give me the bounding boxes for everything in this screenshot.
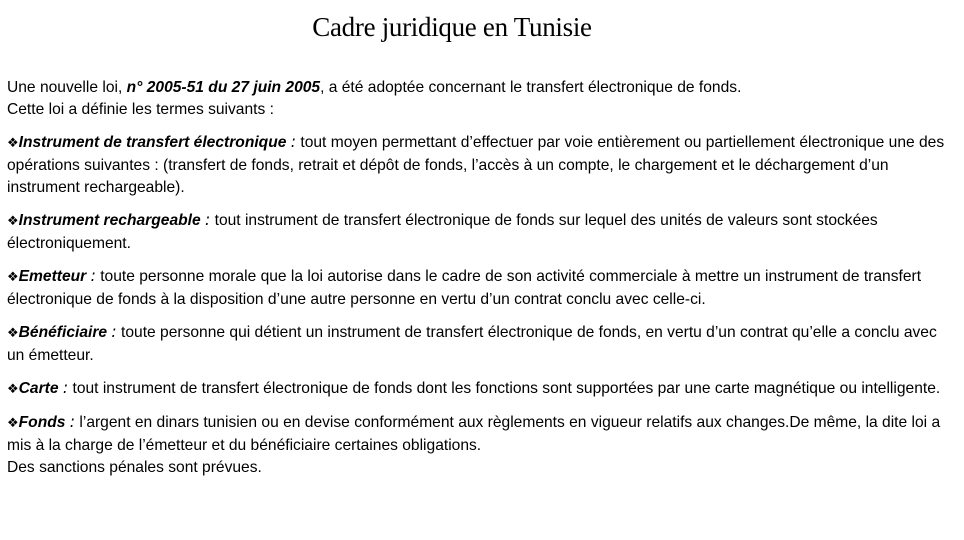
- definition-item-emetteur: [7, 265, 957, 311]
- definition-text: tout instrument de transfert électronique de fonds dont les fonctions sont supportées par une carte magnétique ou intelligente.: [72, 380, 941, 397]
- diamond-bullet-icon: ❖: [7, 382, 19, 397]
- definition-text: l’argent en dinars tunisien ou en devise conformément aux règlements en vigueur relatifs aux changes.De même, la dite loi a mis à la charge de l’émetteur et du bénéficiaire certaines obligations.: [7, 414, 941, 454]
- definition-term: Bénéficiaire: [18, 324, 108, 341]
- definition-item-carte: [7, 377, 957, 401]
- definition-term: Instrument rechargeable: [18, 212, 201, 229]
- page-title: Cadre juridique en Tunisie: [312, 12, 592, 42]
- intro-line-2: Cette loi a définie les termes suivants :: [7, 101, 274, 118]
- definition-term: Fonds: [18, 414, 66, 431]
- term-colon: :: [290, 133, 297, 151]
- closing-sentence: Des sanctions pénales sont prévues.: [7, 459, 262, 476]
- term-colon: :: [205, 211, 211, 229]
- term-colon: :: [111, 323, 117, 341]
- document-body: [7, 77, 957, 489]
- intro-paragraph: [7, 77, 957, 121]
- diamond-bullet-icon: ❖: [7, 214, 19, 229]
- definition-item-beneficiaire: [7, 321, 957, 367]
- term-colon: :: [62, 379, 69, 397]
- diamond-bullet-icon: ❖: [7, 416, 19, 431]
- term-colon: :: [90, 267, 96, 285]
- definition-text: tout moyen permettant d’effectuer par voie entièrement ou partiellement électronique une des opérations suivantes : (transfert de fonds, retrait et dépôt de fonds, l’accès à un compte, le chargement et le déchargement d’un instrument rechargeable).: [7, 134, 945, 196]
- intro-tail: , a été adoptée concernant le transfert électronique de fonds.: [320, 79, 742, 96]
- intro-lead: Une nouvelle loi,: [7, 79, 127, 96]
- definition-text: toute personne morale que la loi autorise dans le cadre de son activité commerciale à mettre un instrument de transfert électronique de fonds à la disposition d’une autre personne en vertu d’un contrat conclu avec celle-ci.: [7, 268, 922, 308]
- definition-text: tout instrument de transfert électronique de fonds sur lequel des unités de valeurs sont stockées électroniquement.: [7, 212, 878, 252]
- definition-item-instrument-rechargeable: [7, 209, 957, 255]
- definition-item-fonds: [7, 411, 957, 479]
- diamond-bullet-icon: ❖: [7, 326, 19, 341]
- diamond-bullet-icon: ❖: [7, 136, 19, 151]
- definition-text: toute personne qui détient un instrument de transfert électronique de fonds, en vertu d’un contrat qu’elle a conclu avec un émetteur.: [7, 324, 937, 364]
- law-reference: n° 2005-51 du 27 juin 2005: [126, 79, 321, 96]
- definition-item-instrument-transfert: [7, 131, 957, 199]
- diamond-bullet-icon: ❖: [7, 270, 19, 285]
- definition-term: Carte: [18, 380, 59, 397]
- term-colon: :: [69, 413, 76, 431]
- definition-term: Emetteur: [18, 268, 87, 285]
- definition-term: Instrument de transfert électronique: [18, 134, 287, 151]
